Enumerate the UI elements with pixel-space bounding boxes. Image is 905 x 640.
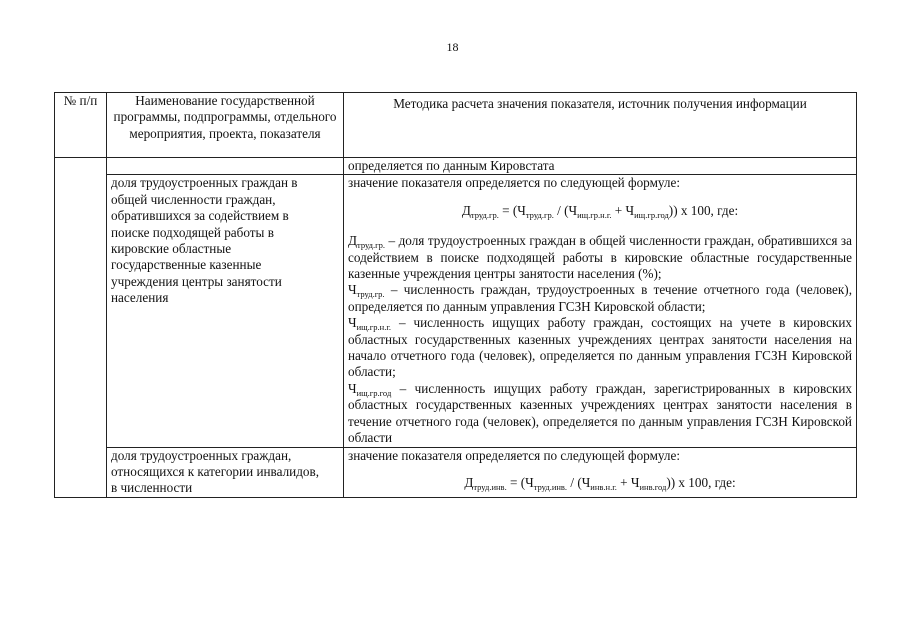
- formula: $Д_{труд.гр.} = (Ч_{труд.гр.} / (Ч_{ищ.гр.н.г.} + Ч_{ищ.гр.год}))$ х 100, где:: [461, 202, 739, 220]
- indicator-method-cell: [344, 447, 857, 497]
- method-intro: значение показателя определяется по следующей формуле:: [348, 175, 681, 191]
- table-row: [55, 447, 857, 497]
- number-cell: [55, 158, 107, 498]
- indicator-method-cell: [344, 175, 857, 447]
- definition-item: $Д_{труд.гр.}$ – доля трудоустроенных граждан в общей численности граждан, обратившихся за содействием в поиске подходящей работы в кировские областные государственные казенные учреждения центры занятости населения (%);: [348, 233, 852, 282]
- definition-item: $Ч_{ищ.гр.год}$ – численность ищущих работу граждан, зарегистрированных в кировских областных государственных казенных учреждениях центрах занятости населения в течение отчетного года (человек), определяется по данным управления ГСЗН Кировской области: [348, 380, 852, 446]
- table-header-row: [55, 93, 857, 158]
- header-name-cell: [107, 93, 344, 158]
- header-method-cell: [344, 93, 857, 158]
- continuation-name-cell: [107, 158, 344, 175]
- indicator-name: доля трудоустроенных граждан в общей численности граждан, обратившихся за содействием в поиске подходящей работы в кировские областные государственные казенные учреждения центры занятости населения: [111, 175, 298, 306]
- formula: $Д_{труд.инв.} = (Ч_{труд.инв.} / (Ч_{инв.н.г.} + Ч_{инв.год}))$ х 100, где:: [464, 474, 736, 492]
- header-name-label: Наименование государственной программы, подпрограммы, отдельного мероприятия, проекта, показателя: [113, 93, 337, 141]
- header-number-label: № п/п: [63, 93, 98, 108]
- method-intro: значение показателя определяется по следующей формуле:: [348, 447, 681, 463]
- indicator-name-cell: [107, 175, 344, 447]
- page-number: 18: [446, 40, 459, 54]
- definition-item: $Ч_{ищ.гр.н.г.}$ – численность ищущих работу граждан, состоящих на учете в кировских областных государственных казенных учреждениях центрах занятости населения на начало отчетного года (человек), определяется по данным управления ГСЗН Кировской области;: [348, 315, 852, 380]
- table-row: [55, 175, 857, 447]
- methodology-table: [54, 92, 857, 498]
- continuation-text: определяется по данным Кировстата: [348, 158, 555, 173]
- indicator-name: доля трудоустроенных граждан, относящихся к категории инвалидов, в численности: [111, 447, 320, 496]
- indicator-name-cell: [107, 447, 344, 497]
- header-method-label: Методика расчета значения показателя, источник получения информации: [393, 96, 807, 111]
- continuation-method-cell: [344, 158, 857, 175]
- continuation-row: [55, 158, 857, 175]
- definition-item: $Ч_{труд.гр.}$ – численность граждан, трудоустроенных в течение отчетного года (человек), определяется по данным управления ГСЗН Кировской области;: [348, 282, 852, 314]
- header-number-cell: [55, 93, 107, 158]
